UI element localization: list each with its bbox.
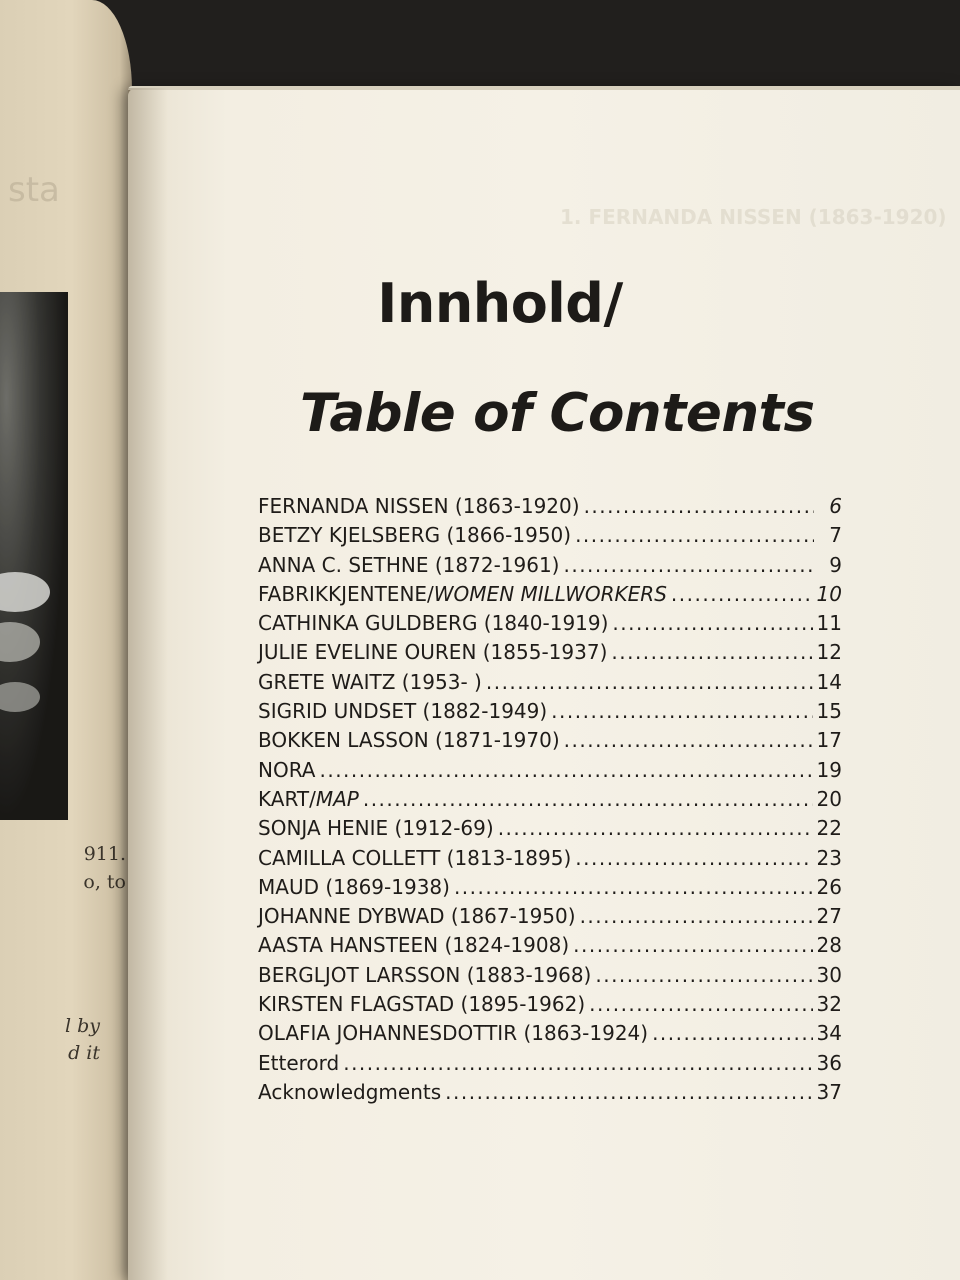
left-caption-line: l by <box>64 1015 100 1037</box>
photo-umbrella-shape <box>0 682 40 712</box>
toc-entry <box>258 1080 842 1109</box>
left-caption-line: d it <box>68 1042 100 1064</box>
toc-entry-title-text: NORA <box>258 757 316 782</box>
toc-entry <box>258 1051 842 1080</box>
toc-entry-title <box>258 816 494 840</box>
left-caption-line: 911. <box>83 843 126 865</box>
photo-umbrella-shape <box>0 572 50 612</box>
toc-entry <box>258 670 842 699</box>
toc-dot-leader <box>319 758 812 782</box>
toc-entry <box>258 758 842 787</box>
toc-page-number: 20 <box>816 786 842 811</box>
toc-page-number: 34 <box>816 1021 842 1046</box>
toc-entry-title <box>258 1021 648 1045</box>
toc-entry <box>258 728 842 757</box>
toc-page-number: 10 <box>816 581 842 606</box>
toc-page-number: 11 <box>816 611 842 636</box>
toc-entry-title-text: JOHANNE DYBWAD (1867-1950) <box>258 904 576 929</box>
toc-entry <box>258 553 842 582</box>
toc-dot-leader <box>652 1021 812 1045</box>
toc-entry <box>258 904 842 933</box>
toc-page-number: 28 <box>816 933 842 958</box>
toc-entry-title <box>258 963 591 987</box>
toc-dot-leader <box>454 875 813 899</box>
toc-entry <box>258 875 842 904</box>
toc-page-number: 7 <box>829 523 842 548</box>
toc-entry-title-text: Acknowledgments <box>258 1079 442 1104</box>
toc-entry-title-text: KIRSTEN FLAGSTAD (1895-1962) <box>258 992 586 1017</box>
toc-entry <box>258 963 842 992</box>
toc-entry-title-italic: MAP <box>315 786 359 811</box>
toc-entry-title-text: FERNANDA NISSEN (1863-1920) <box>258 494 580 518</box>
toc-dot-leader <box>343 1051 812 1075</box>
toc-entry-title <box>258 611 608 635</box>
toc-entry-title <box>258 582 667 606</box>
toc-entry <box>258 640 842 669</box>
toc-entry-title-text: CAMILLA COLLETT (1813-1895) <box>258 845 572 870</box>
toc-page-number: 12 <box>816 640 842 665</box>
toc-entry-title-text: BERGLJOT LARSSON (1883-1968) <box>258 962 592 987</box>
toc-page-number: 26 <box>816 874 842 899</box>
toc-entry-title <box>258 933 569 957</box>
toc-dot-leader <box>611 640 812 664</box>
toc-dot-leader <box>584 494 814 518</box>
toc-entry-title <box>258 699 547 723</box>
left-page-bleed-text: sta <box>8 170 60 210</box>
toc-entry-title <box>258 1080 441 1104</box>
toc-dot-leader <box>589 992 812 1016</box>
table-of-contents <box>258 494 842 1109</box>
left-facing-page <box>0 0 132 1280</box>
toc-dot-leader <box>563 553 814 577</box>
toc-entry-title-text: CATHINKA GULDBERG (1840-1919) <box>258 611 609 636</box>
toc-page-number: 30 <box>816 962 842 987</box>
toc-dot-leader <box>595 963 812 987</box>
toc-entry-title <box>258 904 576 928</box>
toc-page-number: 36 <box>816 1050 842 1075</box>
toc-page-number: 22 <box>816 816 842 841</box>
toc-entry <box>258 787 842 816</box>
toc-dot-leader <box>445 1080 812 1104</box>
toc-page-number: 32 <box>816 992 842 1017</box>
toc-entry <box>258 582 842 611</box>
toc-page-number: 17 <box>816 728 842 753</box>
page-subtitle: Table of Contents <box>300 383 815 444</box>
page-top-edge <box>128 86 960 90</box>
toc-entry <box>258 611 842 640</box>
toc-entry-title-text: SIGRID UNDSET (1882-1949) <box>258 699 548 724</box>
toc-entry-title <box>258 992 585 1016</box>
toc-entry-title-text: ANNA C. SETHNE (1872-1961) <box>258 552 560 577</box>
toc-dot-leader <box>551 699 812 723</box>
toc-page-number: 23 <box>816 845 842 870</box>
toc-page-number: 6 <box>829 494 842 518</box>
toc-page-number: 14 <box>816 669 842 694</box>
toc-dot-leader <box>363 787 813 811</box>
toc-entry-title-text: KART/ <box>258 786 316 811</box>
toc-dot-leader <box>575 523 814 547</box>
toc-page-number: 19 <box>816 757 842 782</box>
toc-entry <box>258 1021 842 1050</box>
photo-umbrella-shape <box>0 622 40 662</box>
toc-entry <box>258 992 842 1021</box>
toc-entry-title <box>258 758 315 782</box>
toc-dot-leader <box>564 728 813 752</box>
toc-dot-leader <box>671 582 813 606</box>
toc-entry-title-text: Etterord <box>258 1050 340 1075</box>
left-caption-line: o, to <box>83 871 126 893</box>
toc-entry-title-text: JULIE EVELINE OUREN (1855-1937) <box>258 640 608 665</box>
toc-entry <box>258 846 842 875</box>
toc-dot-leader <box>486 670 813 694</box>
toc-dot-leader <box>573 933 812 957</box>
toc-entry-title <box>258 670 482 694</box>
toc-entry-title-italic: WOMEN MILLWORKERS <box>433 581 667 606</box>
toc-dot-leader <box>612 611 812 635</box>
toc-entry-title <box>258 728 560 752</box>
toc-entry-title <box>258 787 359 811</box>
toc-entry-title-text: BOKKEN LASSON (1871-1970) <box>258 728 560 753</box>
toc-page-number: 9 <box>829 552 842 577</box>
toc-entry-title-text: FABRIKKJENTENE/ <box>258 581 434 606</box>
left-page-photograph <box>0 292 68 820</box>
toc-entry-title-text: BETZY KJELSBERG (1866-1950) <box>258 523 572 548</box>
toc-entry-title-text: OLAFIA JOHANNESDOTTIR (1863-1924) <box>258 1021 649 1046</box>
toc-entry-title <box>258 494 580 518</box>
toc-entry-title <box>258 1051 339 1075</box>
toc-entry-title-text: AASTA HANSTEEN (1824-1908) <box>258 933 570 958</box>
toc-entry-title <box>258 846 571 870</box>
toc-entry <box>258 933 842 962</box>
toc-entry <box>258 523 842 552</box>
toc-entry <box>258 699 842 728</box>
toc-page-number: 15 <box>816 699 842 724</box>
toc-entry <box>258 816 842 845</box>
bleed-through-heading: 1. FERNANDA NISSEN (1863-1920) <box>560 205 947 229</box>
toc-dot-leader <box>580 904 813 928</box>
toc-entry-title <box>258 553 559 577</box>
toc-entry <box>258 494 842 523</box>
toc-dot-leader <box>575 846 812 870</box>
toc-entry-title-text: SONJA HENIE (1912-69) <box>258 816 494 841</box>
toc-page-number: 37 <box>816 1079 842 1104</box>
toc-entry-title-text: GRETE WAITZ (1953- ) <box>258 669 482 694</box>
toc-entry-title-text: MAUD (1869-1938) <box>258 874 450 899</box>
page-title: Innhold/ <box>377 272 623 335</box>
toc-entry-title <box>258 523 571 547</box>
toc-entry-title <box>258 640 607 664</box>
toc-dot-leader <box>498 816 813 840</box>
toc-entry-title <box>258 875 450 899</box>
toc-page-number: 27 <box>816 904 842 929</box>
